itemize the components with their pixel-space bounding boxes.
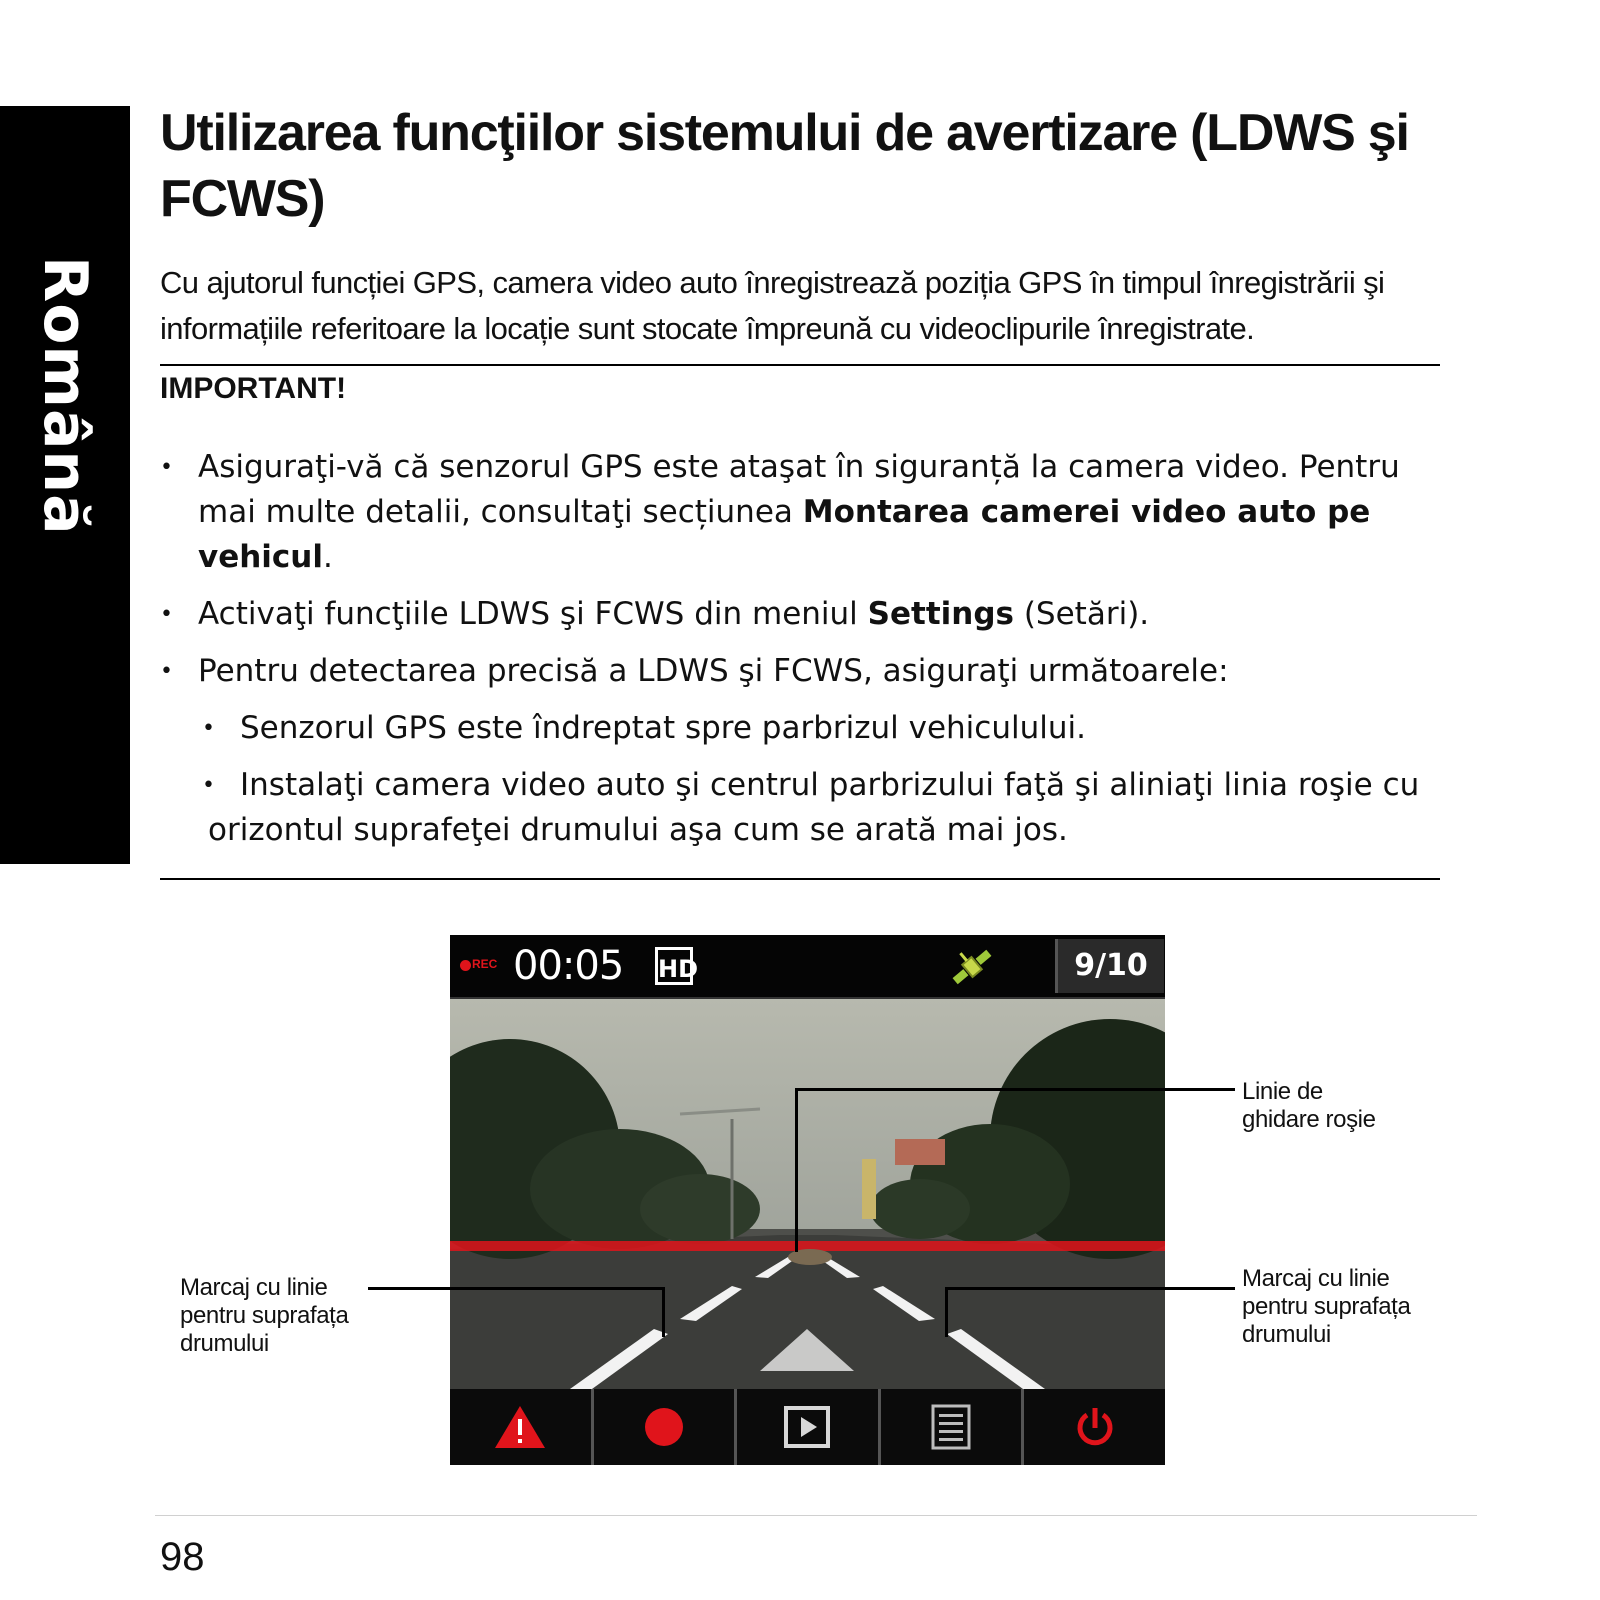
bullet-icon: •: [160, 659, 173, 684]
language-side-tab: [0, 106, 130, 864]
intro-paragraph: Cu ajutorul funcției GPS, camera video auto înregistrează poziția GPS în timpul înregistrării şi informațiile referitoare la locație sunt stocate împreună cu videoclipurile înregistrate.: [160, 265, 1385, 346]
satellite-icon: [948, 943, 996, 991]
file-counter: 9/10: [1055, 939, 1164, 993]
recording-time: 00:05: [513, 943, 624, 989]
power-button[interactable]: [1024, 1389, 1165, 1465]
settings-menu-reference: Settings: [867, 596, 1014, 632]
record-button[interactable]: [594, 1389, 738, 1465]
dashcam-screen: [450, 935, 1165, 1465]
bullet-icon: •: [202, 716, 215, 741]
callout-left-road-marking: Marcaj cu linie pentru suprafața drumului: [180, 1274, 349, 1357]
callout-red-guide-line: Linie de ghidare roşie: [1242, 1078, 1376, 1133]
callout-right-road-marking: Marcaj cu linie pentru suprafața drumului: [1242, 1265, 1411, 1348]
page-number: 98: [160, 1535, 205, 1579]
road-view: [450, 999, 1165, 1389]
status-bar: [450, 935, 1165, 999]
rec-label: REC: [472, 957, 498, 971]
important-bullet-list: [160, 445, 1430, 865]
record-indicator-icon: [460, 960, 471, 971]
warning-icon: [493, 1404, 547, 1450]
callout-line-red-horizontal: [795, 1088, 1235, 1091]
callout-line-red-vertical: [795, 1088, 798, 1252]
list-item: • Activaţi funcţiile LDWS şi FCWS din meniul Settings (Setări).: [160, 592, 1430, 637]
footer-divider: [155, 1515, 1477, 1516]
playback-button[interactable]: [737, 1389, 881, 1465]
warning-button[interactable]: [450, 1389, 594, 1465]
record-icon: [642, 1405, 686, 1449]
divider-top: [160, 364, 1440, 366]
sub-list-item: • Instalaţi camera video auto şi centrul parbrizului faţă şi aliniaţi linia roşie cu orizontul suprafeţei drumului aşa cum se arată mai jos.: [160, 763, 1430, 853]
page-title: Utilizarea funcţiilor sistemului de avertizare (LDWS şi FCWS): [160, 104, 1409, 228]
list-item: • Asiguraţi-vă că senzorul GPS este ataşat în siguranță la camera video. Pentru mai multe detalii, consultaţi secțiunea Montarea camerei video auto pe vehicul.: [160, 445, 1430, 580]
divider-bottom: [160, 878, 1440, 880]
callout-line-right-horizontal: [945, 1287, 1235, 1290]
language-tab-label: Română: [30, 256, 100, 536]
menu-icon: [929, 1403, 973, 1451]
bullet-icon: •: [202, 773, 215, 798]
list-item: • Pentru detectarea precisă a LDWS şi FCWS, asiguraţi următoarele:: [160, 649, 1430, 694]
hd-badge: HD: [655, 947, 693, 985]
control-bar: [450, 1389, 1165, 1465]
playback-icon: [783, 1405, 831, 1449]
callout-line-left-horizontal: [368, 1287, 665, 1290]
callout-line-left-vertical: [662, 1287, 665, 1337]
menu-button[interactable]: [881, 1389, 1025, 1465]
power-icon: [1073, 1405, 1117, 1449]
important-label: IMPORTANT!: [160, 372, 347, 405]
callout-line-right-vertical: [945, 1287, 948, 1337]
bullet-icon: •: [160, 455, 173, 480]
section-reference: Montarea camerei video auto pe vehicul: [198, 494, 1371, 575]
bullet-icon: •: [160, 602, 173, 627]
sub-list-item: • Senzorul GPS este îndreptat spre parbrizul vehiculului.: [160, 706, 1430, 751]
